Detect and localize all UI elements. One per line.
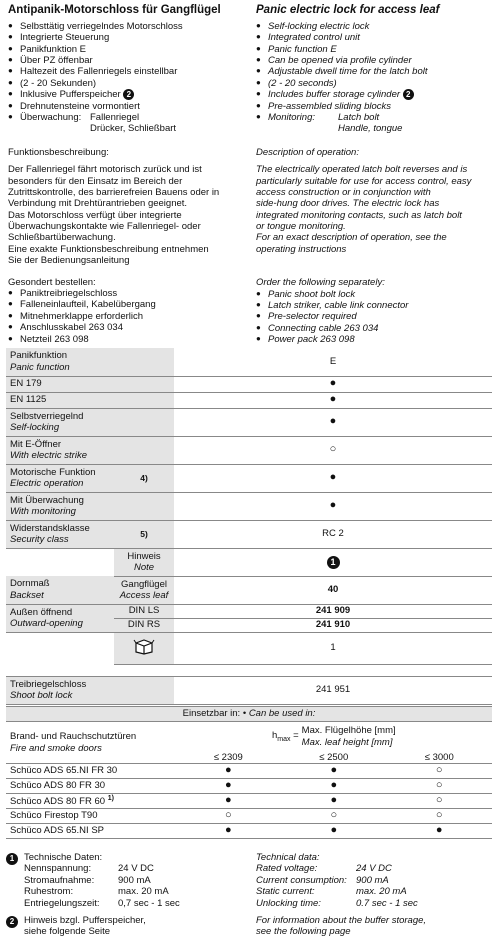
footnote-2-icon: 2 <box>403 89 414 100</box>
footnote-1-icon: 1 <box>327 556 340 569</box>
feature-item: ● Can be opened via profile cylinder <box>256 55 492 66</box>
table-row: Motorische Funktion Electric operation 4) ● <box>6 464 492 492</box>
order-item: ● Power pack 263 098 <box>256 334 492 345</box>
title-en: Panic electric lock for access leaf <box>256 4 440 16</box>
order-item: ● Panic shoot bolt lock <box>256 289 492 300</box>
feature-item: ● Integrierte Steuerung <box>8 32 248 43</box>
order-item: ● Anschlusskabel 263 034 <box>8 322 248 333</box>
note2-de: 2 Hinweis bzgl. Pufferspeicher, siehe folgende Seite <box>6 915 246 938</box>
features-de <box>8 21 248 135</box>
english-column <box>256 4 492 346</box>
desc-de: Funktionsbeschreibung: Der Fallenriegel fährt motorisch zurück und ist besonders für den Einsatz im Bereich der Zutrittskontrolle, des barrierefreien Bauens oder in Verbindung mit Drehtürantrieben geeignet. Das Motorschloss verfügt über integrierte Überwachungskontakte wie Fallenriegel- oder Schließbartüberwachung. Eine exakte Funktionsbeschreibung entnehmen Sie der Bedienungsanleitung <box>8 146 220 267</box>
table-row <box>6 794 492 809</box>
open-circle-icon: ○ <box>224 809 232 822</box>
feature-item: ● Pre-assembled sliding blocks <box>256 101 492 112</box>
door-system-name: Schüco ADS 65.NI FR 30 <box>6 764 176 779</box>
table-row <box>6 824 492 839</box>
feature-item: ● Integrated control unit <box>256 32 492 43</box>
order-item: ● Falleneinlaufteil, Kabelübergang <box>8 299 248 310</box>
tech-data-de: 1 Technische Daten: Nennspannung: 24 V DC Stromaufnahme: 900 mA Ruhestrom: max. 20 mA Entriegelungszeit: 0,7 sec - 1 sec <box>6 852 246 909</box>
table-row: Mit Überwachung With monitoring ● <box>6 492 492 520</box>
order-item: ● Pre-selector required <box>256 311 492 322</box>
usage-subheader: Brand- und Rauchschutztüren Fire and smoke doors $h_{max}$ = Max. Flügelhöhe [mm] Max. leaf height [mm] <box>6 722 492 752</box>
filled-dot-icon: ● <box>330 779 338 792</box>
table-row <box>6 764 492 779</box>
spec-table <box>6 348 492 705</box>
order-item: ● Mitnehmerklappe erforderlich <box>8 311 248 322</box>
table-row <box>6 779 492 794</box>
table-row: EN 1125 ● <box>6 392 492 408</box>
table-row: EN 179 ● <box>6 376 492 392</box>
order-item: ● Paniktreibriegelschloss <box>8 288 248 299</box>
feature-item: ● Haltezeit des Fallenriegels einstellbar <box>8 66 248 77</box>
usage-cols: ≤ 2309 ≤ 2500 ≤ 3000 <box>6 752 492 764</box>
filled-dot-icon: ● <box>330 824 338 837</box>
filled-dot-icon: ● <box>224 824 232 837</box>
table-row: Außen öffnend Outward-opening DIN LS 241 909 <box>6 604 492 618</box>
feature-item: ● Panikfunktion E <box>8 44 248 55</box>
feature-item-cont: ● (2 - 20 seconds) <box>256 78 492 89</box>
table-row: Hinweis Note 1 <box>6 548 492 576</box>
feature-item: ● Self-locking electric lock <box>256 21 492 32</box>
desc-en: Description of operation: The electrically operated latch bolt reverses and is particularly suitable for use for access control, easy access construction or in conjunction with side-hung door drives. The electric lock has integrated monitoring contacts, such as latch bolt or tongue monitoring. For an exact description of operation, see the operating instructions <box>256 146 472 255</box>
filled-dot-icon: ● <box>329 393 337 406</box>
table-row: Selbstverriegelnd Self-locking ● <box>6 408 492 436</box>
package-icon <box>133 637 155 655</box>
usage-header: Einsetzbar in: • Can be used in: <box>6 707 492 722</box>
feature-item: ● Drehnutensteine vormontiert <box>8 101 248 112</box>
door-system-name: Schüco Firestop T90 <box>6 809 176 824</box>
open-circle-icon: ○ <box>435 764 443 777</box>
order-en: Order the following separately: ● Panic shoot bolt lock ● Latch striker, cable link connector ● Pre-selector required ● Connecting cable 263 034 ● Power pack 263 098 <box>256 277 492 345</box>
filled-dot-icon: ● <box>330 764 338 777</box>
filled-dot-icon: ● <box>224 779 232 792</box>
feature-item: ● Inklusive Pufferspeicher 2 <box>8 89 248 100</box>
table-row: Panikfunktion Panic function E <box>6 348 492 376</box>
note2-en: For information about the buffer storage, see the following page <box>256 915 427 938</box>
filled-dot-icon: ● <box>330 794 338 807</box>
order-item: ● Latch striker, cable link connector <box>256 300 492 311</box>
feature-item: ● Panic function E <box>256 44 492 55</box>
table-row: Dornmaß Backset Gangflügel Access leaf 40 <box>6 576 492 604</box>
german-column <box>8 4 248 345</box>
feature-item-cont: ● (2 - 20 Sekunden) <box>8 78 248 89</box>
door-system-name: Schüco ADS 80 FR 30 <box>6 779 176 794</box>
order-item: ● Netzteil 263 098 <box>8 334 248 345</box>
filled-dot-icon: ● <box>329 471 337 484</box>
order-item: ● Connecting cable 263 034 <box>256 323 492 334</box>
footnote-1-icon: 1 <box>6 853 18 865</box>
table-row: Treibriegelschloss Shoot bolt lock 241 951 <box>6 676 492 704</box>
features-en <box>256 21 492 135</box>
feature-item: ● Monitoring: Latch bolt Handle, tongue <box>256 112 492 135</box>
filled-dot-icon: ● <box>224 764 232 777</box>
footnote-2-icon: 2 <box>123 89 134 100</box>
table-row: DIN RS 241 910 <box>6 618 492 632</box>
table-row <box>6 809 492 824</box>
table-row: Widerstandsklasse Security class 5) RC 2 <box>6 520 492 548</box>
filled-dot-icon: ● <box>329 377 337 390</box>
open-circle-icon: ○ <box>435 809 443 822</box>
filled-dot-icon: ● <box>329 499 337 512</box>
feature-item: ● Selbsttätig verriegelndes Motorschloss <box>8 21 248 32</box>
feature-item: ● Überwachung: Fallenriegel Drücker, Schließbart <box>8 112 248 135</box>
order-de: Gesondert bestellen: ● Paniktreibriegelschloss ● Falleneinlaufteil, Kabelübergang ● Mitnehmerklappe erforderlich ● Anschlusskabel 263 034 ● Netzteil 263 098 <box>8 277 248 345</box>
table-row: Mit E-Öffner With electric strike ○ <box>6 436 492 464</box>
door-system-name: Schüco ADS 65.NI SP <box>6 824 176 839</box>
open-circle-icon: ○ <box>435 779 443 792</box>
title-de: Antipanik-Motorschloss für Gangflügel <box>8 4 221 16</box>
tech-data-en: Technical data: Rated voltage: 24 V DC Current consumption: 900 mA Static current: max. 20 mA Unlocking time: 0.7 sec - 1 sec <box>256 852 418 909</box>
open-circle-icon: ○ <box>329 443 337 456</box>
usage-table <box>6 706 492 839</box>
feature-item: ● Includes buffer storage cylinder 2 <box>256 89 492 100</box>
feature-item: ● Adjustable dwell time for the latch bolt <box>256 66 492 77</box>
footnote-2-icon: 2 <box>6 916 18 928</box>
filled-dot-icon: ● <box>435 824 443 837</box>
filled-dot-icon: ● <box>329 415 337 428</box>
door-system-name: Schüco ADS 80 FR 60 $^{1)}$ <box>6 794 176 809</box>
table-row: 1 <box>6 632 492 664</box>
open-circle-icon: ○ <box>330 809 338 822</box>
filled-dot-icon: ● <box>224 794 232 807</box>
open-circle-icon: ○ <box>435 794 443 807</box>
feature-item: ● Über PZ öffenbar <box>8 55 248 66</box>
